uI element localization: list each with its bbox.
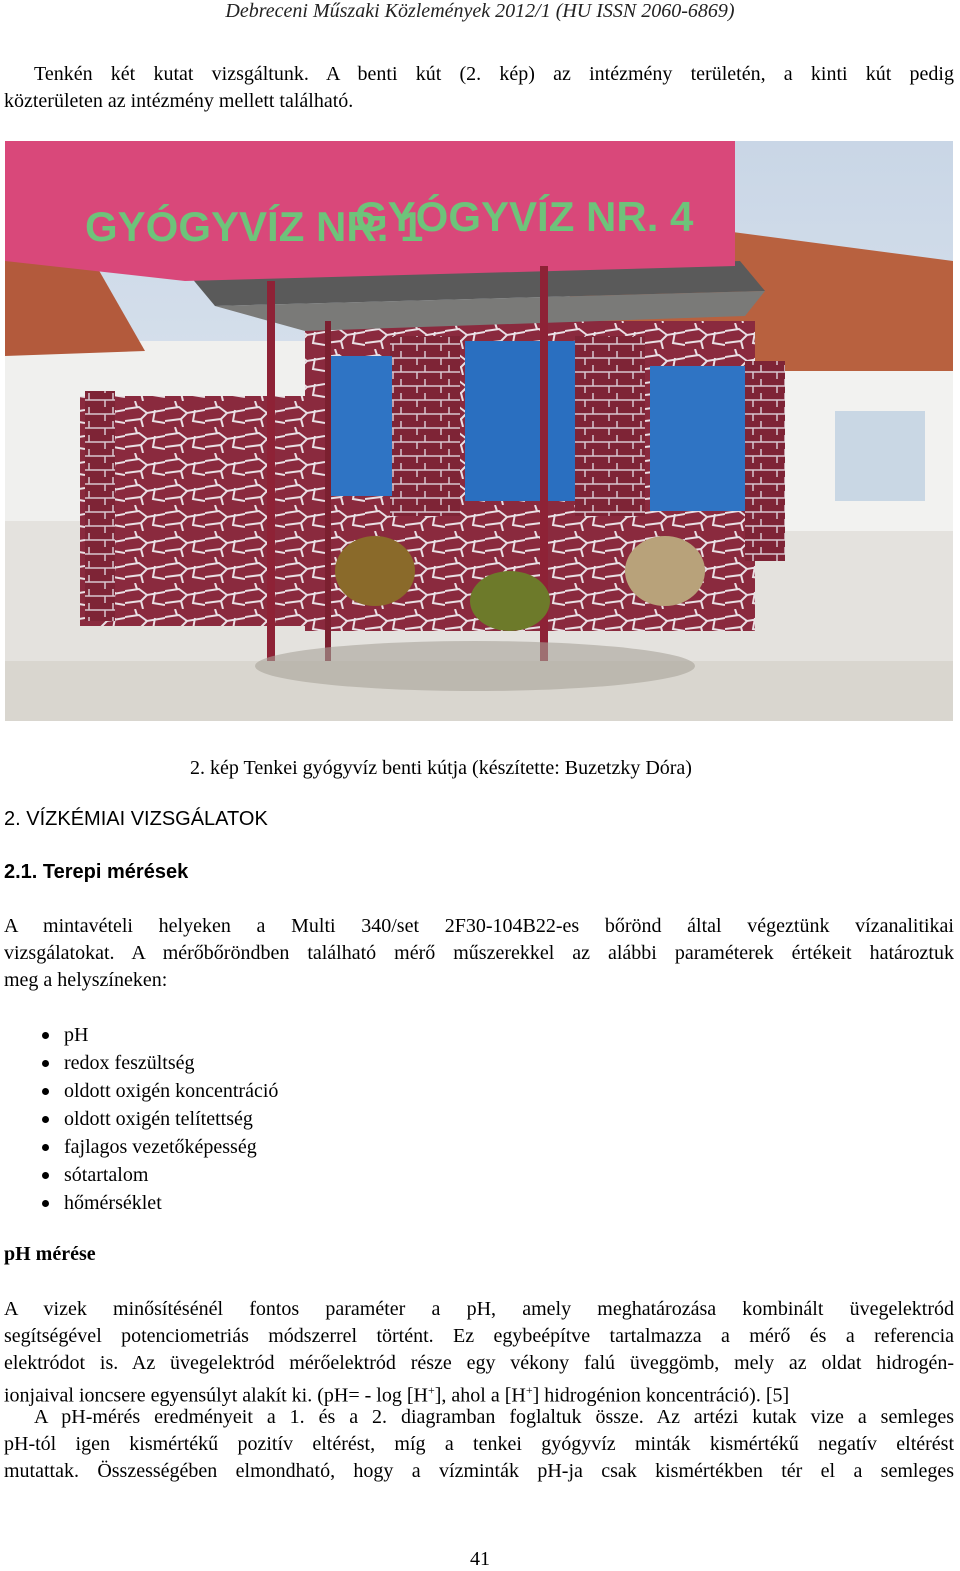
running-header: Debreceni Műszaki Közlemények 2012/1 (HU ISSN 2060-6869) <box>225 0 735 22</box>
list-item: sótartalom <box>40 1161 278 1189</box>
bullet-icon <box>42 1200 49 1207</box>
figure-caption: 2. kép Tenkei gyógyvíz benti kútja (készítette: Buzetzky Dóra) <box>190 757 692 779</box>
para2-line-2: segítségével potenciometriás módszerrel történt. Ez egybeépítve tartalmazza a mérő és a referencia <box>4 1325 954 1347</box>
para2-line-4: ionjaival ioncsere egyensúlyt alakít ki. (pH= - log [H+], ahol a [H+] hidrogénion koncentráció). [5] <box>4 1383 790 1407</box>
intro-line-2: közterületen az intézmény mellett található. <box>4 90 354 112</box>
list-item: redox feszültség <box>40 1049 278 1077</box>
para2-line-1: A vizek minősítésénél fontos paraméter a pH, amely meghatározása kombinált üvegelektród <box>4 1298 954 1320</box>
para3-line-2: pH-tól igen kismértékű pozitív eltérést, míg a tenkei gyógyvíz minták kismértékű negatív eltérést <box>4 1433 954 1455</box>
list-item: hőmérséklet <box>40 1189 278 1217</box>
para3-line-3: mutattak. Összességében elmondható, hogy a vízminták pH-ja csak kismértékben tér el a semleges <box>4 1460 954 1482</box>
subsection-heading: 2.1. Terepi mérések <box>4 861 189 883</box>
page-number: 41 <box>470 1548 490 1570</box>
bullet-icon <box>42 1060 49 1067</box>
para3-line-1: A pH-mérés eredményeit a 1. és a 2. diagramban foglaltuk össze. Az artézi kutak vize a semleges <box>34 1406 954 1428</box>
list-item: oldott oxigén koncentráció <box>40 1077 278 1105</box>
para1-line-3: meg a helyszíneken: <box>4 969 168 991</box>
section-heading: 2. VÍZKÉMIAI VIZSGÁLATOK <box>4 808 268 830</box>
intro-line-1: Tenkén két kutat vizsgáltunk. A benti kút (2. kép) az intézmény területén, a kinti kút pedig <box>34 63 954 85</box>
list-item: oldott oxigén telítettség <box>40 1105 278 1133</box>
ph-heading: pH mérése <box>4 1243 96 1265</box>
sign-left-text: GYÓGYVÍZ NR. 1 <box>85 203 424 250</box>
para2-line-3: elektródot is. Az üvegelektród mérőelektród része egy vékony falú üveggömb, mely az oldat hidrogén- <box>4 1352 954 1374</box>
list-item: fajlagos vezetőképesség <box>40 1133 278 1161</box>
list-item: pH <box>40 1021 278 1049</box>
bullet-icon <box>42 1144 49 1151</box>
para1-line-1: A mintavételi helyeken a Multi 340/set 2F30-104B22-es bőrönd által végeztünk vízanalitikai <box>4 915 954 937</box>
bullet-icon <box>42 1172 49 1179</box>
bullet-icon <box>42 1032 49 1039</box>
bullet-icon <box>42 1088 49 1095</box>
well-photo <box>5 141 953 721</box>
bullet-icon <box>42 1116 49 1123</box>
parameter-list <box>40 1021 278 1217</box>
para1-line-2: vizsgálatokat. A mérőbőröndben található mérő műszerekkel az alábbi paraméterek értékeit határoztuk <box>4 942 954 964</box>
sign-right-text: GYÓGYVÍZ NR. 4 <box>355 193 694 240</box>
